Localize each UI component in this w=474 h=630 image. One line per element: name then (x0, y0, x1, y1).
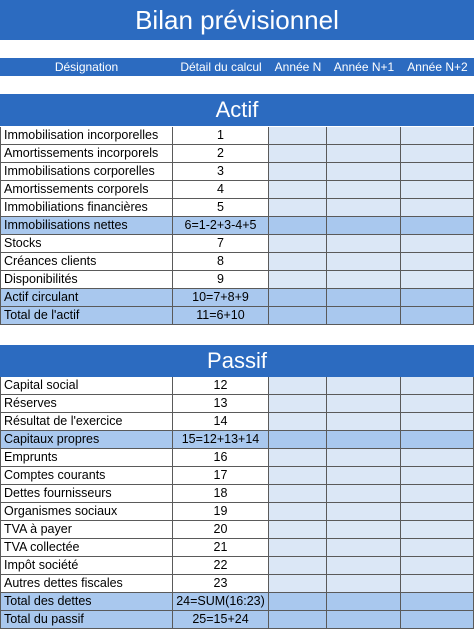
annee-n2-cell[interactable] (401, 611, 474, 629)
designation-cell[interactable]: Amortissements incorporels (0, 145, 173, 163)
annee-n-cell[interactable] (269, 307, 327, 325)
header-designation[interactable]: Désignation (54, 60, 119, 74)
calcul-cell[interactable]: 6=1-2+3-4+5 (173, 217, 269, 235)
annee-n-cell[interactable] (269, 593, 327, 611)
designation-cell[interactable]: Total de l'actif (0, 307, 173, 325)
annee-n-cell[interactable] (269, 289, 327, 307)
table-row (0, 307, 474, 325)
annee-n-cell[interactable] (269, 127, 327, 145)
annee-n2-cell[interactable] (401, 217, 474, 235)
annee-n2-cell[interactable] (401, 289, 474, 307)
table-row (0, 557, 474, 575)
annee-n2-cell[interactable] (401, 503, 474, 521)
annee-n2-cell[interactable] (401, 181, 474, 199)
annee-n-cell[interactable] (269, 395, 327, 413)
calcul-cell[interactable]: 4 (173, 181, 269, 199)
designation-cell[interactable]: Actif circulant (0, 289, 173, 307)
annee-n2-cell[interactable] (401, 539, 474, 557)
annee-n1-cell[interactable] (327, 127, 401, 145)
annee-n-cell[interactable] (269, 539, 327, 557)
annee-n2-cell[interactable] (401, 271, 474, 289)
calcul-cell[interactable]: 14 (173, 413, 269, 431)
column-header-row (0, 58, 474, 76)
annee-n-cell[interactable] (269, 413, 327, 431)
section-title-passif[interactable]: Passif (0, 345, 474, 377)
annee-n2-cell[interactable] (401, 145, 474, 163)
designation-cell[interactable]: Total des dettes (0, 593, 173, 611)
annee-n-cell[interactable] (269, 485, 327, 503)
annee-n1-cell[interactable] (327, 307, 401, 325)
table-row (0, 539, 474, 557)
calcul-cell[interactable]: 2 (173, 145, 269, 163)
table-row (0, 181, 474, 199)
header-annee-n[interactable]: Année N (274, 60, 322, 74)
calcul-cell[interactable]: 20 (173, 521, 269, 539)
calcul-cell[interactable]: 10=7+8+9 (173, 289, 269, 307)
annee-n2-cell[interactable] (401, 377, 474, 395)
table-row (0, 611, 474, 629)
designation-cell[interactable]: Immobilisations nettes (0, 217, 173, 235)
header-annee-n1[interactable]: Année N+1 (333, 60, 395, 74)
passif-table (0, 377, 474, 629)
designation-cell[interactable]: Capital social (0, 377, 173, 395)
annee-n1-cell[interactable] (327, 557, 401, 575)
designation-cell[interactable]: Créances clients (0, 253, 173, 271)
calcul-cell[interactable]: 9 (173, 271, 269, 289)
table-row (0, 163, 474, 181)
designation-cell[interactable]: Emprunts (0, 449, 173, 467)
table-row (0, 413, 474, 431)
designation-cell[interactable]: Total du passif (0, 611, 173, 629)
annee-n-cell[interactable] (269, 557, 327, 575)
table-row (0, 395, 474, 413)
annee-n1-cell[interactable] (327, 431, 401, 449)
calcul-cell[interactable]: 25=15+24 (173, 611, 269, 629)
annee-n1-cell[interactable] (327, 611, 401, 629)
designation-cell[interactable]: TVA collectée (0, 539, 173, 557)
annee-n2-cell[interactable] (401, 235, 474, 253)
calcul-cell[interactable]: 16 (173, 449, 269, 467)
calcul-cell[interactable]: 7 (173, 235, 269, 253)
annee-n1-cell[interactable] (327, 271, 401, 289)
annee-n1-cell[interactable] (327, 289, 401, 307)
table-row (0, 253, 474, 271)
annee-n2-cell[interactable] (401, 557, 474, 575)
calcul-cell[interactable]: 8 (173, 253, 269, 271)
annee-n-cell[interactable] (269, 163, 327, 181)
annee-n1-cell[interactable] (327, 217, 401, 235)
designation-cell[interactable]: TVA à payer (0, 521, 173, 539)
annee-n2-cell[interactable] (401, 395, 474, 413)
table-row (0, 485, 474, 503)
calcul-cell[interactable]: 1 (173, 127, 269, 145)
header-annee-n2[interactable]: Année N+2 (407, 60, 468, 74)
annee-n1-cell[interactable] (327, 181, 401, 199)
annee-n-cell[interactable] (269, 253, 327, 271)
annee-n2-cell[interactable] (401, 449, 474, 467)
annee-n-cell[interactable] (269, 431, 327, 449)
annee-n2-cell[interactable] (401, 593, 474, 611)
annee-n-cell[interactable] (269, 217, 327, 235)
table-row (0, 217, 474, 235)
section-title-actif[interactable]: Actif (0, 94, 474, 126)
annee-n2-cell[interactable] (401, 413, 474, 431)
designation-cell[interactable]: Autres dettes fiscales (0, 575, 173, 593)
designation-cell[interactable]: Immobiliations financières (0, 199, 173, 217)
annee-n-cell[interactable] (269, 575, 327, 593)
actif-table (0, 127, 474, 325)
annee-n1-cell[interactable] (327, 449, 401, 467)
annee-n1-cell[interactable] (327, 521, 401, 539)
designation-cell[interactable]: Comptes courants (0, 467, 173, 485)
annee-n2-cell[interactable] (401, 127, 474, 145)
annee-n2-cell[interactable] (401, 575, 474, 593)
calcul-cell[interactable]: 11=6+10 (173, 307, 269, 325)
calcul-cell[interactable]: 24=SUM(16:23) (173, 593, 269, 611)
designation-cell[interactable]: Immobilisations corporelles (0, 163, 173, 181)
designation-cell[interactable]: Amortissements corporels (0, 181, 173, 199)
annee-n2-cell[interactable] (401, 253, 474, 271)
designation-cell[interactable]: Capitaux propres (0, 431, 173, 449)
table-row (0, 431, 474, 449)
annee-n1-cell[interactable] (327, 575, 401, 593)
designation-cell[interactable]: Disponibilités (0, 271, 173, 289)
annee-n-cell[interactable] (269, 521, 327, 539)
annee-n1-cell[interactable] (327, 163, 401, 181)
table-row (0, 377, 474, 395)
annee-n-cell[interactable] (269, 503, 327, 521)
annee-n2-cell[interactable] (401, 521, 474, 539)
annee-n2-cell[interactable] (401, 199, 474, 217)
table-row (0, 235, 474, 253)
calcul-cell[interactable]: 12 (173, 377, 269, 395)
calcul-cell[interactable]: 17 (173, 467, 269, 485)
calcul-cell[interactable]: 15=12+13+14 (173, 431, 269, 449)
table-row (0, 593, 474, 611)
calcul-cell[interactable]: 13 (173, 395, 269, 413)
designation-cell[interactable]: Impôt société (0, 557, 173, 575)
annee-n-cell[interactable] (269, 611, 327, 629)
annee-n-cell[interactable] (269, 377, 327, 395)
table-row (0, 199, 474, 217)
annee-n1-cell[interactable] (327, 235, 401, 253)
annee-n-cell[interactable] (269, 449, 327, 467)
calcul-cell[interactable]: 23 (173, 575, 269, 593)
annee-n1-cell[interactable] (327, 413, 401, 431)
annee-n-cell[interactable] (269, 271, 327, 289)
calcul-cell[interactable]: 5 (173, 199, 269, 217)
designation-cell[interactable]: Stocks (0, 235, 173, 253)
annee-n-cell[interactable] (269, 235, 327, 253)
table-row (0, 467, 474, 485)
designation-cell[interactable]: Réserves (0, 395, 173, 413)
calcul-cell[interactable]: 3 (173, 163, 269, 181)
calcul-cell[interactable]: 18 (173, 485, 269, 503)
table-row (0, 127, 474, 145)
designation-cell[interactable]: Organismes sociaux (0, 503, 173, 521)
annee-n-cell[interactable] (269, 467, 327, 485)
calcul-cell[interactable]: 22 (173, 557, 269, 575)
sheet-title[interactable]: Bilan prévisionnel (0, 0, 474, 40)
designation-cell[interactable]: Immobilisation incorporelles (0, 127, 173, 145)
table-row (0, 289, 474, 307)
annee-n1-cell[interactable] (327, 485, 401, 503)
table-row (0, 503, 474, 521)
annee-n2-cell[interactable] (401, 431, 474, 449)
table-row (0, 521, 474, 539)
annee-n1-cell[interactable] (327, 503, 401, 521)
annee-n2-cell[interactable] (401, 307, 474, 325)
annee-n1-cell[interactable] (327, 395, 401, 413)
annee-n1-cell[interactable] (327, 377, 401, 395)
annee-n-cell[interactable] (269, 145, 327, 163)
designation-cell[interactable]: Résultat de l'exercice (0, 413, 173, 431)
designation-cell[interactable]: Dettes fournisseurs (0, 485, 173, 503)
calcul-cell[interactable]: 19 (173, 503, 269, 521)
calcul-cell[interactable]: 21 (173, 539, 269, 557)
table-row (0, 145, 474, 163)
annee-n2-cell[interactable] (401, 485, 474, 503)
header-detail-calcul[interactable]: Détail du calcul (180, 60, 262, 74)
annee-n1-cell[interactable] (327, 539, 401, 557)
table-row (0, 449, 474, 467)
annee-n1-cell[interactable] (327, 253, 401, 271)
annee-n1-cell[interactable] (327, 467, 401, 485)
annee-n-cell[interactable] (269, 181, 327, 199)
annee-n2-cell[interactable] (401, 467, 474, 485)
table-row (0, 271, 474, 289)
annee-n1-cell[interactable] (327, 145, 401, 163)
annee-n1-cell[interactable] (327, 593, 401, 611)
table-row (0, 575, 474, 593)
annee-n2-cell[interactable] (401, 163, 474, 181)
annee-n1-cell[interactable] (327, 199, 401, 217)
annee-n-cell[interactable] (269, 199, 327, 217)
